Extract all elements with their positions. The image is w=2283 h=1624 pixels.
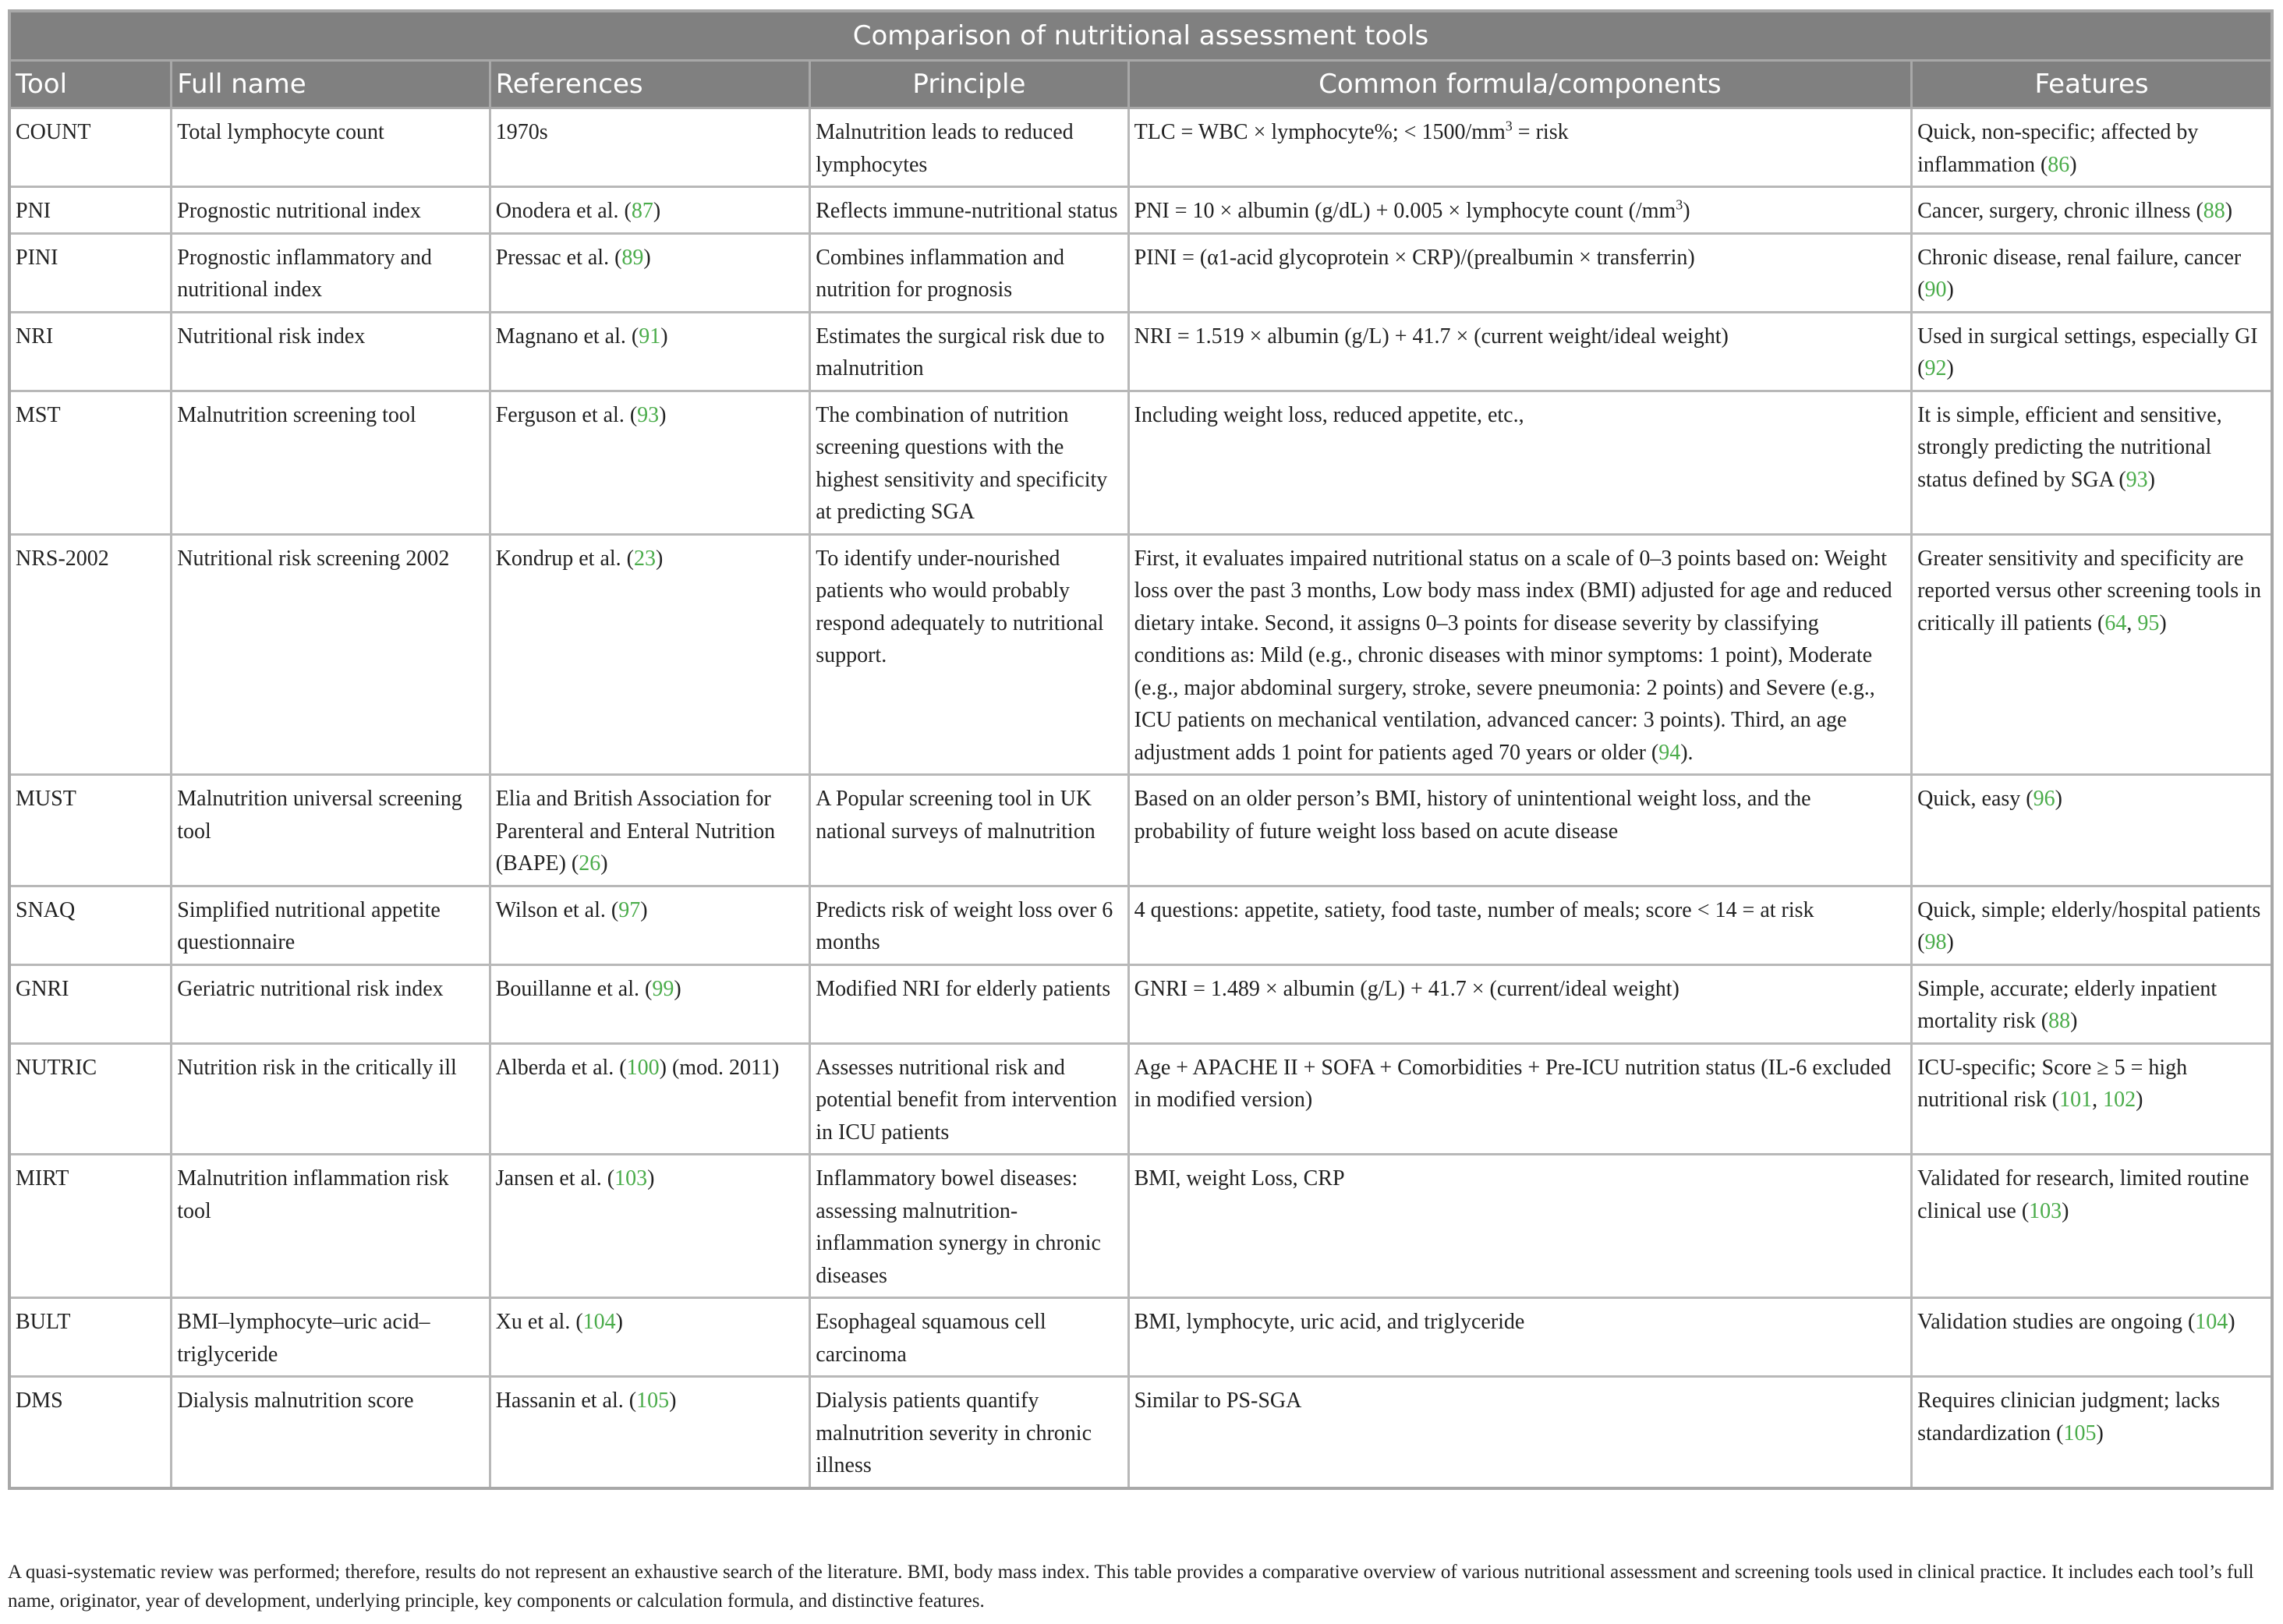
cell-text: Combines inflammation and nutrition for prognosis: [816, 245, 1065, 302]
cell-text: Dialysis patients quantify malnutrition severity in chronic illness: [816, 1389, 1092, 1477]
cell-formula: [1128, 964, 1911, 1043]
cell-principle: [810, 1155, 1128, 1298]
cell-principle: [810, 1043, 1128, 1155]
cell-text: Validation studies are ongoing (: [1917, 1310, 2196, 1334]
reference-link[interactable]: 86: [2048, 152, 2070, 177]
cell-features: [1912, 187, 2272, 234]
cell-text: Inflammatory bowel diseases: assessing malnutrition-inflammation synergy in chronic diseases: [816, 1166, 1101, 1288]
cell-formula: [1128, 108, 1911, 187]
cell-tool: [9, 108, 172, 187]
cell-formula: [1128, 1043, 1911, 1155]
cell-text: ): [2136, 1088, 2143, 1112]
cell-text: BMI, lymphocyte, uric acid, and triglyceride: [1134, 1310, 1525, 1334]
cell-text: Onodera et al. (: [495, 199, 632, 223]
table-row: [9, 1298, 2272, 1377]
cell-full-name: [172, 187, 490, 234]
cell-full-name: [172, 312, 490, 391]
cell-features: [1912, 108, 2272, 187]
reference-link[interactable]: 91: [639, 324, 661, 349]
cell-text: Malnutrition screening tool: [177, 402, 416, 427]
table-row: [9, 187, 2272, 234]
cell-text: ): [2062, 1198, 2069, 1223]
cell-text: ): [1946, 930, 1954, 954]
header-formula: Common formula/components: [1128, 61, 1911, 108]
reference-link[interactable]: 92: [1924, 356, 1947, 380]
cell-tool: [9, 312, 172, 391]
cell-text: ): [659, 402, 667, 427]
superscript: 3: [1676, 196, 1683, 213]
cell-text: SNAQ: [16, 897, 76, 922]
cell-formula: [1128, 312, 1911, 391]
cell-text: Requires clinician judgment; lacks standardization (: [1917, 1389, 2221, 1445]
reference-link[interactable]: 90: [1924, 278, 1947, 302]
cell-text: Nutritional risk index: [177, 324, 366, 349]
cell-text: = risk: [1512, 120, 1569, 144]
cell-text: To identify under-nourished patients who would probably respond adequately to nutritional support.: [816, 546, 1104, 667]
cell-full-name: [172, 233, 490, 312]
cell-text: Malnutrition universal screening tool: [177, 787, 462, 844]
cell-text: NRS-2002: [16, 546, 109, 571]
header-references: References: [490, 61, 810, 108]
cell-full-name: [172, 1377, 490, 1488]
cell-tool: [9, 1043, 172, 1155]
cell-text: Ferguson et al. (: [495, 402, 638, 427]
cell-text: ): [2070, 1009, 2078, 1033]
cell-tool: [9, 1155, 172, 1298]
superscript: 3: [1505, 118, 1513, 134]
cell-formula: [1128, 1155, 1911, 1298]
cell-text: Malnutrition inflammation risk tool: [177, 1166, 449, 1223]
reference-link[interactable]: 98: [1924, 930, 1947, 954]
cell-text: Elia and British Association for Parenteral and Enteral Nutrition (BAPE) (: [495, 787, 776, 876]
cell-text: Quick, easy (: [1917, 787, 2033, 811]
cell-text: ): [1946, 356, 1954, 380]
cell-formula: [1128, 534, 1911, 775]
cell-text: NRI = 1.519 × albumin (g/L) + 41.7 × (current weight/ideal weight): [1134, 324, 1729, 349]
cell-text: Validated for research, limited routine clinical use (: [1917, 1166, 2249, 1223]
cell-text: The combination of nutrition screening questions with the highest sensitivity and specificity at predicting SGA: [816, 402, 1108, 524]
cell-references: [490, 1298, 810, 1377]
reference-link[interactable]: 105: [636, 1389, 670, 1413]
table-row: [9, 964, 2272, 1043]
cell-text: Similar to PS-SGA: [1134, 1389, 1302, 1413]
cell-text: Greater sensitivity and specificity are reported versus other screening tools in critically ill patients (: [1917, 546, 2261, 635]
reference-link[interactable]: 103: [2029, 1198, 2062, 1223]
cell-formula: [1128, 1377, 1911, 1488]
cell-tool: [9, 964, 172, 1043]
cell-text: Magnano et al. (: [495, 324, 639, 349]
cell-principle: [810, 187, 1128, 234]
cell-tool: [9, 391, 172, 534]
reference-link[interactable]: 97: [618, 897, 641, 922]
reference-link[interactable]: 102: [2103, 1088, 2136, 1112]
cell-text: ): [2225, 199, 2233, 223]
header-features: Features: [1912, 61, 2272, 108]
cell-references: [490, 886, 810, 964]
header-tool: Tool: [9, 61, 172, 108]
cell-text: Simplified nutritional appetite questionnaire: [177, 897, 441, 954]
cell-text: GNRI: [16, 976, 69, 1001]
cell-text: Total lymphocyte count: [177, 120, 384, 144]
cell-text: ,: [2126, 610, 2138, 635]
reference-link[interactable]: 101: [2059, 1088, 2093, 1112]
cell-text: ): [656, 546, 664, 571]
cell-text: ): [674, 976, 681, 1001]
cell-principle: [810, 534, 1128, 775]
cell-full-name: [172, 886, 490, 964]
reference-link[interactable]: 88: [2048, 1009, 2071, 1033]
cell-text: GNRI = 1.489 × albumin (g/L) + 41.7 × (current/ideal weight): [1134, 976, 1680, 1001]
cell-features: [1912, 1155, 2272, 1298]
cell-text: MUST: [16, 787, 76, 811]
cell-principle: [810, 886, 1128, 964]
header-row: [9, 61, 2272, 108]
cell-features: [1912, 233, 2272, 312]
reference-link[interactable]: 103: [614, 1166, 648, 1191]
cell-text: ): [2159, 610, 2167, 635]
reference-link[interactable]: 94: [1658, 740, 1681, 765]
cell-text: ) (mod. 2011): [659, 1055, 780, 1080]
cell-text: Nutrition risk in the critically ill: [177, 1055, 457, 1080]
cell-text: Quick, simple; elderly/hospital patients (: [1917, 897, 2261, 954]
cell-text: ): [669, 1389, 677, 1413]
cell-formula: [1128, 775, 1911, 886]
cell-text: Used in surgical settings, especially GI (: [1917, 324, 2258, 380]
cell-features: [1912, 1043, 2272, 1155]
comparison-table: [8, 9, 2274, 1490]
cell-principle: [810, 233, 1128, 312]
cell-text: Prognostic inflammatory and nutritional index: [177, 245, 432, 302]
cell-text: Chronic disease, renal failure, cancer (: [1917, 245, 2242, 302]
cell-text: MST: [16, 402, 61, 427]
cell-text: ): [653, 199, 661, 223]
cell-text: Modified NRI for elderly patients: [816, 976, 1111, 1001]
table-row: [9, 886, 2272, 964]
cell-text: BMI–lymphocyte–uric acid–triglyceride: [177, 1310, 430, 1367]
cell-references: [490, 187, 810, 234]
cell-text: Prognostic nutritional index: [177, 199, 421, 223]
cell-references: [490, 391, 810, 534]
reference-link[interactable]: 104: [2195, 1310, 2228, 1334]
cell-principle: [810, 312, 1128, 391]
cell-text: BMI, weight Loss, CRP: [1134, 1166, 1345, 1191]
cell-text: Wilson et al. (: [495, 897, 619, 922]
cell-text: NRI: [16, 324, 54, 349]
table-title: Comparison of nutritional assessment tools: [9, 11, 2272, 61]
cell-text: ).: [1680, 740, 1694, 765]
reference-link[interactable]: 93: [637, 402, 660, 427]
cell-references: [490, 1043, 810, 1155]
cell-text: Nutritional risk screening 2002: [177, 546, 450, 571]
reference-link[interactable]: 23: [634, 546, 656, 571]
cell-text: 1970s: [495, 120, 548, 144]
cell-references: [490, 964, 810, 1043]
reference-link[interactable]: 96: [2033, 787, 2055, 811]
table-row: [9, 108, 2272, 187]
cell-full-name: [172, 391, 490, 534]
cell-features: [1912, 964, 2272, 1043]
table-footnote: A quasi-systematic review was performed; therefore, results do not represent an exhaustive search of the literature. BMI, body mass index. This table provides a comparative overview of various nutritional assessment and screening tools used in clinical practice. It includes each tool’s full name, originator, year of development, underlying principle, key components or calculation formula, and distinctive features.: [8, 1562, 2254, 1612]
cell-text: Age + APACHE II + SOFA + Comorbidities + Pre-ICU nutrition status (IL-6 excluded in modified version): [1134, 1055, 1892, 1112]
cell-tool: [9, 775, 172, 886]
table-row: [9, 312, 2272, 391]
reference-link[interactable]: 26: [579, 851, 601, 876]
cell-full-name: [172, 534, 490, 775]
cell-formula: [1128, 886, 1911, 964]
cell-references: [490, 1377, 810, 1488]
reference-link[interactable]: 95: [2137, 610, 2160, 635]
reference-link[interactable]: 100: [626, 1055, 660, 1080]
cell-features: [1912, 775, 2272, 886]
cell-text: It is simple, efficient and sensitive, strongly predicting the nutritional status defined by SGA (: [1917, 402, 2222, 492]
reference-link[interactable]: 64: [2104, 610, 2127, 635]
cell-references: [490, 312, 810, 391]
cell-text: DMS: [16, 1389, 63, 1413]
table-row: [9, 1155, 2272, 1298]
header-full-name: Full name: [172, 61, 490, 108]
cell-references: [490, 108, 810, 187]
cell-text: ): [1683, 199, 1690, 223]
cell-text: 4 questions: appetite, satiety, food taste, number of meals; score < 14 = at risk: [1134, 897, 1814, 922]
cell-text: ICU-specific; Score ≥ 5 = high nutritional risk (: [1917, 1055, 2188, 1112]
cell-features: [1912, 886, 2272, 964]
cell-text: COUNT: [16, 120, 91, 144]
cell-text: BULT: [16, 1310, 71, 1334]
cell-tool: [9, 1298, 172, 1377]
cell-features: [1912, 534, 2272, 775]
cell-text: Reflects immune-nutritional status: [816, 199, 1118, 223]
cell-text: Xu et al. (: [495, 1310, 583, 1334]
cell-principle: [810, 1298, 1128, 1377]
cell-text: NUTRIC: [16, 1055, 97, 1080]
cell-text: ): [647, 1166, 655, 1191]
cell-formula: [1128, 233, 1911, 312]
cell-full-name: [172, 775, 490, 886]
table-row: [9, 233, 2272, 312]
cell-text: ): [2228, 1310, 2235, 1334]
cell-text: A Popular screening tool in UK national surveys of malnutrition: [816, 787, 1095, 844]
cell-text: Alberda et al. (: [495, 1055, 627, 1080]
cell-text: Assesses nutritional risk and potential benefit from intervention in ICU patients: [816, 1055, 1117, 1145]
cell-tool: [9, 233, 172, 312]
cell-text: ): [643, 245, 651, 270]
reference-link[interactable]: 99: [652, 976, 674, 1001]
cell-references: [490, 534, 810, 775]
cell-features: [1912, 1377, 2272, 1488]
table-row: [9, 1377, 2272, 1488]
cell-text: Based on an older person’s BMI, history of unintentional weight loss, and the probability of future weight loss based on acute disease: [1134, 787, 1811, 844]
cell-text: TLC = WBC × lymphocyte%; < 1500/mm: [1134, 120, 1506, 144]
cell-text: ): [640, 897, 648, 922]
cell-full-name: [172, 1043, 490, 1155]
cell-features: [1912, 1298, 2272, 1377]
cell-text: Estimates the surgical risk due to malnutrition: [816, 324, 1105, 380]
cell-full-name: [172, 1298, 490, 1377]
cell-text: Jansen et al. (: [495, 1166, 615, 1191]
cell-text: Predicts risk of weight loss over 6 months: [816, 897, 1113, 954]
cell-text: Geriatric nutritional risk index: [177, 976, 444, 1001]
cell-tool: [9, 1377, 172, 1488]
cell-tool: [9, 534, 172, 775]
cell-features: [1912, 312, 2272, 391]
cell-principle: [810, 964, 1128, 1043]
table-body: [9, 108, 2272, 1488]
cell-text: PINI = (α1-acid glycoprotein × CRP)/(prealbumin × transferrin): [1134, 245, 1695, 270]
cell-full-name: [172, 1155, 490, 1298]
cell-text: ): [1946, 278, 1954, 302]
cell-text: ): [2096, 1421, 2104, 1445]
cell-text: Hassanin et al. (: [495, 1389, 637, 1413]
reference-link[interactable]: 105: [2063, 1421, 2097, 1445]
reference-link[interactable]: 89: [621, 245, 644, 270]
cell-principle: [810, 108, 1128, 187]
cell-tool: [9, 187, 172, 234]
cell-formula: [1128, 1298, 1911, 1377]
cell-principle: [810, 1377, 1128, 1488]
cell-text: Quick, non-specific; affected by inflammation (: [1917, 120, 2199, 177]
cell-text: Dialysis malnutrition score: [177, 1389, 414, 1413]
cell-text: First, it evaluates impaired nutritional status on a scale of 0–3 points based on: Weight loss over the past 3 months, Low body mass index (BMI) adjusted for age and reduced dietary intake. Second, it assigns 0–3 points for disease severity by classifying conditions as: Mild (e.g., chronic diseases with minor symptoms: 1 point), Moderate (e.g., major abdominal surgery, stroke, severe pneumonia: 2 points) and Severe (e.g., ICU patients on mechanical ventilation, advanced cancer: 3 points). Third, an age adjustment adds 1 point for patients aged 70 years or older (: [1134, 546, 1892, 765]
cell-text: Malnutrition leads to reduced lymphocytes: [816, 120, 1074, 177]
cell-full-name: [172, 108, 490, 187]
cell-text: Including weight loss, reduced appetite, etc.,: [1134, 402, 1524, 427]
cell-tool: [9, 886, 172, 964]
cell-full-name: [172, 964, 490, 1043]
cell-text: PNI = 10 × albumin (g/dL) + 0.005 × lymphocyte count (/mm: [1134, 199, 1676, 223]
reference-link[interactable]: 87: [631, 199, 653, 223]
cell-text: ): [615, 1310, 623, 1334]
cell-formula: [1128, 391, 1911, 534]
cell-text: Simple, accurate; elderly inpatient mortality risk (: [1917, 976, 2218, 1033]
cell-text: Cancer, surgery, chronic illness (: [1917, 199, 2203, 223]
cell-principle: [810, 391, 1128, 534]
cell-text: ,: [2092, 1088, 2104, 1112]
cell-text: ): [2147, 467, 2155, 492]
cell-principle: [810, 775, 1128, 886]
cell-references: [490, 1155, 810, 1298]
table-row: [9, 775, 2272, 886]
cell-text: MIRT: [16, 1166, 69, 1191]
cell-text: ): [2069, 152, 2077, 177]
cell-features: [1912, 391, 2272, 534]
cell-formula: [1128, 187, 1911, 234]
table-row: [9, 534, 2272, 775]
cell-text: PNI: [16, 199, 51, 223]
cell-text: PINI: [16, 245, 58, 270]
cell-text: ): [660, 324, 668, 349]
cell-text: ): [600, 851, 608, 876]
reference-link[interactable]: 104: [582, 1310, 616, 1334]
cell-references: [490, 233, 810, 312]
reference-link[interactable]: 93: [2125, 467, 2148, 492]
cell-text: Bouillanne et al. (: [495, 976, 653, 1001]
reference-link[interactable]: 88: [2203, 199, 2225, 223]
cell-text: Kondrup et al. (: [495, 546, 634, 571]
cell-text: Esophageal squamous cell carcinoma: [816, 1310, 1046, 1367]
cell-text: ): [2055, 787, 2062, 811]
table-row: [9, 391, 2272, 534]
table-row: [9, 1043, 2272, 1155]
cell-references: [490, 775, 810, 886]
header-principle: Principle: [810, 61, 1128, 108]
cell-text: Pressac et al. (: [495, 245, 622, 270]
